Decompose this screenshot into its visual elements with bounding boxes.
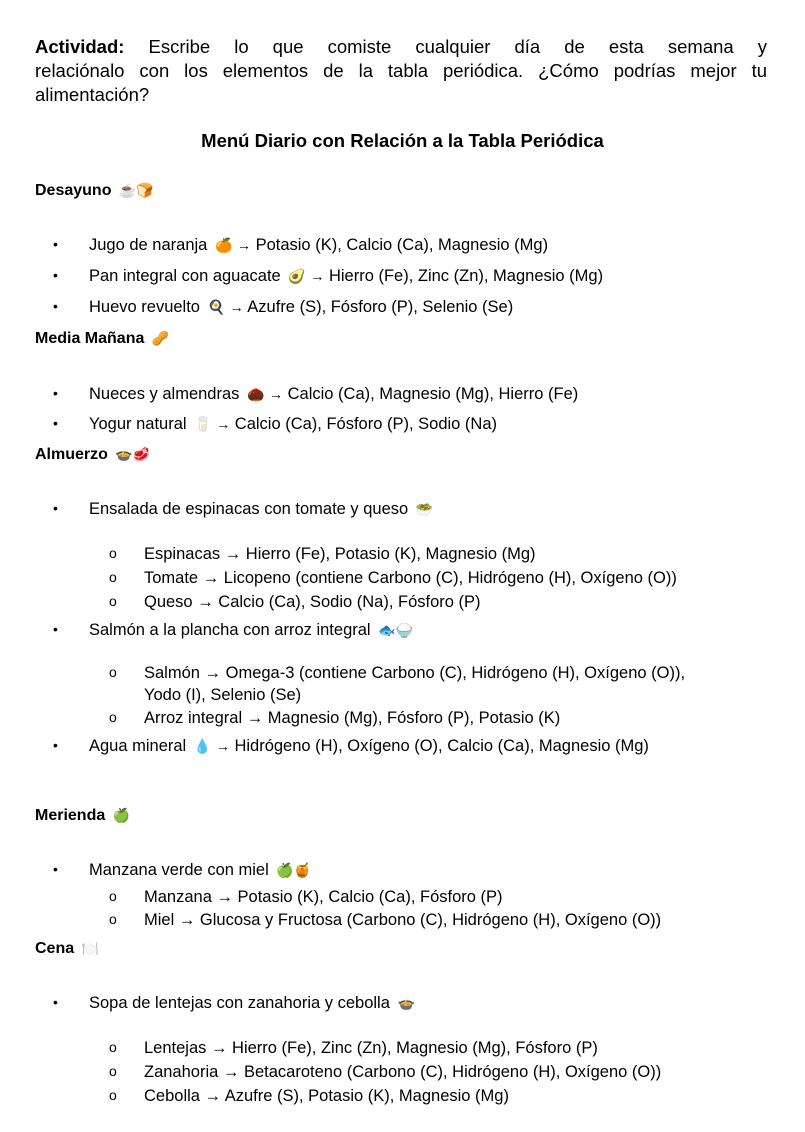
arrow-icon: → <box>310 268 325 284</box>
list-item <box>89 415 497 434</box>
bullet-icon: • <box>53 298 58 314</box>
bullet-icon: • <box>53 236 58 252</box>
milk-glass-icon: 🥛 <box>194 416 212 432</box>
intro-text-1: Escribe lo que comiste cualquier día de esta semana y <box>148 36 767 57</box>
peanut-icon: 🥜 <box>151 330 170 346</box>
list-item <box>89 861 311 880</box>
sub-bullet-icon: o <box>109 593 117 609</box>
sub-bullet-icon: o <box>109 664 117 680</box>
avocado-icon: 🥑 <box>288 268 306 284</box>
section-name: Media Mañana <box>35 330 145 347</box>
sub-list-item: Manzana → Potasio (K), Calcio (Ca), Fósforo (P) <box>144 888 503 906</box>
chestnut-icon: 🌰 <box>247 386 265 402</box>
arrow-icon: → <box>216 416 231 432</box>
orange-icon: 🍊 <box>214 237 233 253</box>
sub-bullet-icon: o <box>109 545 117 561</box>
sub-bullet-icon: o <box>109 569 117 585</box>
sub-bullet-icon: o <box>109 1063 117 1079</box>
food-name: Manzana verde con miel <box>89 861 269 879</box>
section-name: Desayuno <box>35 182 112 199</box>
bullet-icon: • <box>53 267 58 283</box>
section-heading-almuerzo <box>35 446 150 464</box>
sub-bullet-icon: o <box>109 1087 117 1103</box>
section-name: Almuerzo <box>35 446 108 463</box>
green-apple-icon: 🍏 <box>112 807 131 823</box>
element-list: Hidrógeno (H), Oxígeno (O), Calcio (Ca), Magnesio (Mg) <box>234 737 649 755</box>
sub-list-item: Espinacas → Hierro (Fe), Potasio (K), Magnesio (Mg) <box>144 545 536 563</box>
sub-bullet-icon: o <box>109 1039 117 1055</box>
bullet-icon: • <box>53 994 58 1010</box>
food-name: Ensalada de espinacas con tomate y queso <box>89 500 409 518</box>
food-name: Yogur natural <box>89 415 187 433</box>
sub-bullet-icon: o <box>109 888 117 904</box>
list-item <box>89 385 578 404</box>
plate-cutlery-icon: 🍽️ <box>81 940 100 956</box>
page-title: Menú Diario con Relación a la Tabla Periódica <box>201 130 604 151</box>
food-name: Nueces y almendras <box>89 385 240 403</box>
activity-instructions <box>35 35 767 107</box>
arrow-icon: → <box>236 237 251 253</box>
soup-meat-icon: 🍲🥩 <box>115 446 151 462</box>
element-list: Calcio (Ca), Fósforo (P), Sodio (Na) <box>234 415 498 433</box>
food-name: Jugo de naranja <box>89 236 208 254</box>
food-name: Pan integral con aguacate <box>89 267 281 285</box>
section-heading-merienda <box>35 807 130 825</box>
section-heading-desayuno <box>35 182 154 200</box>
sub-bullet-icon: o <box>109 709 117 725</box>
fried-egg-icon: 🍳 <box>207 299 226 315</box>
arrow-icon: → <box>229 299 244 315</box>
bullet-icon: • <box>53 737 58 753</box>
intro-line-1 <box>35 35 767 59</box>
sub-bullet-icon: o <box>109 911 117 927</box>
sub-list-item: Arroz integral → Magnesio (Mg), Fósforo (P), Potasio (K) <box>144 709 561 727</box>
list-item <box>89 267 603 286</box>
bullet-icon: • <box>53 861 58 877</box>
list-item <box>89 236 548 255</box>
activity-label: Actividad: <box>35 36 125 57</box>
list-item <box>89 298 513 317</box>
salad-icon: 🥗 <box>415 501 434 517</box>
bullet-icon: • <box>53 621 58 637</box>
arrow-icon: → <box>215 738 230 754</box>
intro-line-3: alimentación? <box>35 84 150 105</box>
sub-list-item: Miel → Glucosa y Fructosa (Carbono (C), Hidrógeno (H), Oxígeno (O)) <box>144 911 662 929</box>
sub-list-item: Queso → Calcio (Ca), Sodio (Na), Fósforo (P) <box>144 593 481 611</box>
section-name: Merienda <box>35 807 106 824</box>
soup-bowl-icon: 🍲 <box>397 995 415 1011</box>
arrow-icon: → <box>269 386 284 402</box>
food-name: Huevo revuelto <box>89 298 200 316</box>
bullet-icon: • <box>53 385 58 401</box>
sub-list-item: Tomate → Licopeno (contiene Carbono (C), Hidrógeno (H), Oxígeno (O)) <box>144 569 677 587</box>
bullet-icon: • <box>53 415 58 431</box>
section-heading-media-manana <box>35 330 169 348</box>
bullet-icon: • <box>53 500 58 516</box>
sub-list-item: Lentejas → Hierro (Fe), Zinc (Zn), Magnesio (Mg), Fósforo (P) <box>144 1039 598 1057</box>
section-name: Cena <box>35 940 75 957</box>
sub-list-item-continuation: Yodo (I), Selenio (Se) <box>144 686 302 704</box>
list-item <box>89 737 649 756</box>
element-list: Hierro (Fe), Zinc (Zn), Magnesio (Mg) <box>328 267 604 285</box>
sub-list-item: Zanahoria → Betacaroteno (Carbono (C), Hidrógeno (H), Oxígeno (O)) <box>144 1063 662 1081</box>
fish-rice-icon: 🐟🍚 <box>378 622 414 638</box>
food-name: Sopa de lentejas con zanahoria y cebolla <box>89 994 390 1012</box>
element-list: Calcio (Ca), Magnesio (Mg), Hierro (Fe) <box>287 385 579 403</box>
list-item <box>89 994 415 1013</box>
sub-list-item: Cebolla → Azufre (S), Potasio (K), Magnesio (Mg) <box>144 1087 509 1105</box>
apple-honey-icon: 🍏🍯 <box>276 862 312 878</box>
coffee-bread-icon: ☕🍞 <box>118 182 154 198</box>
food-name: Agua mineral <box>89 737 187 755</box>
list-item <box>89 500 433 519</box>
element-list: Potasio (K), Calcio (Ca), Magnesio (Mg) <box>255 236 549 254</box>
intro-line-2: relaciónalo con los elementos de la tabla periódica. ¿Cómo podrías mejor tu <box>35 60 767 81</box>
section-heading-cena <box>35 940 99 958</box>
list-item <box>89 621 413 640</box>
water-drop-icon: 💧 <box>193 738 212 754</box>
element-list: Azufre (S), Fósforo (P), Selenio (Se) <box>247 298 514 316</box>
food-name: Salmón a la plancha con arroz integral <box>89 621 371 639</box>
sub-list-item: Salmón → Omega-3 (contiene Carbono (C), Hidrógeno (H), Oxígeno (O)), <box>144 664 686 682</box>
